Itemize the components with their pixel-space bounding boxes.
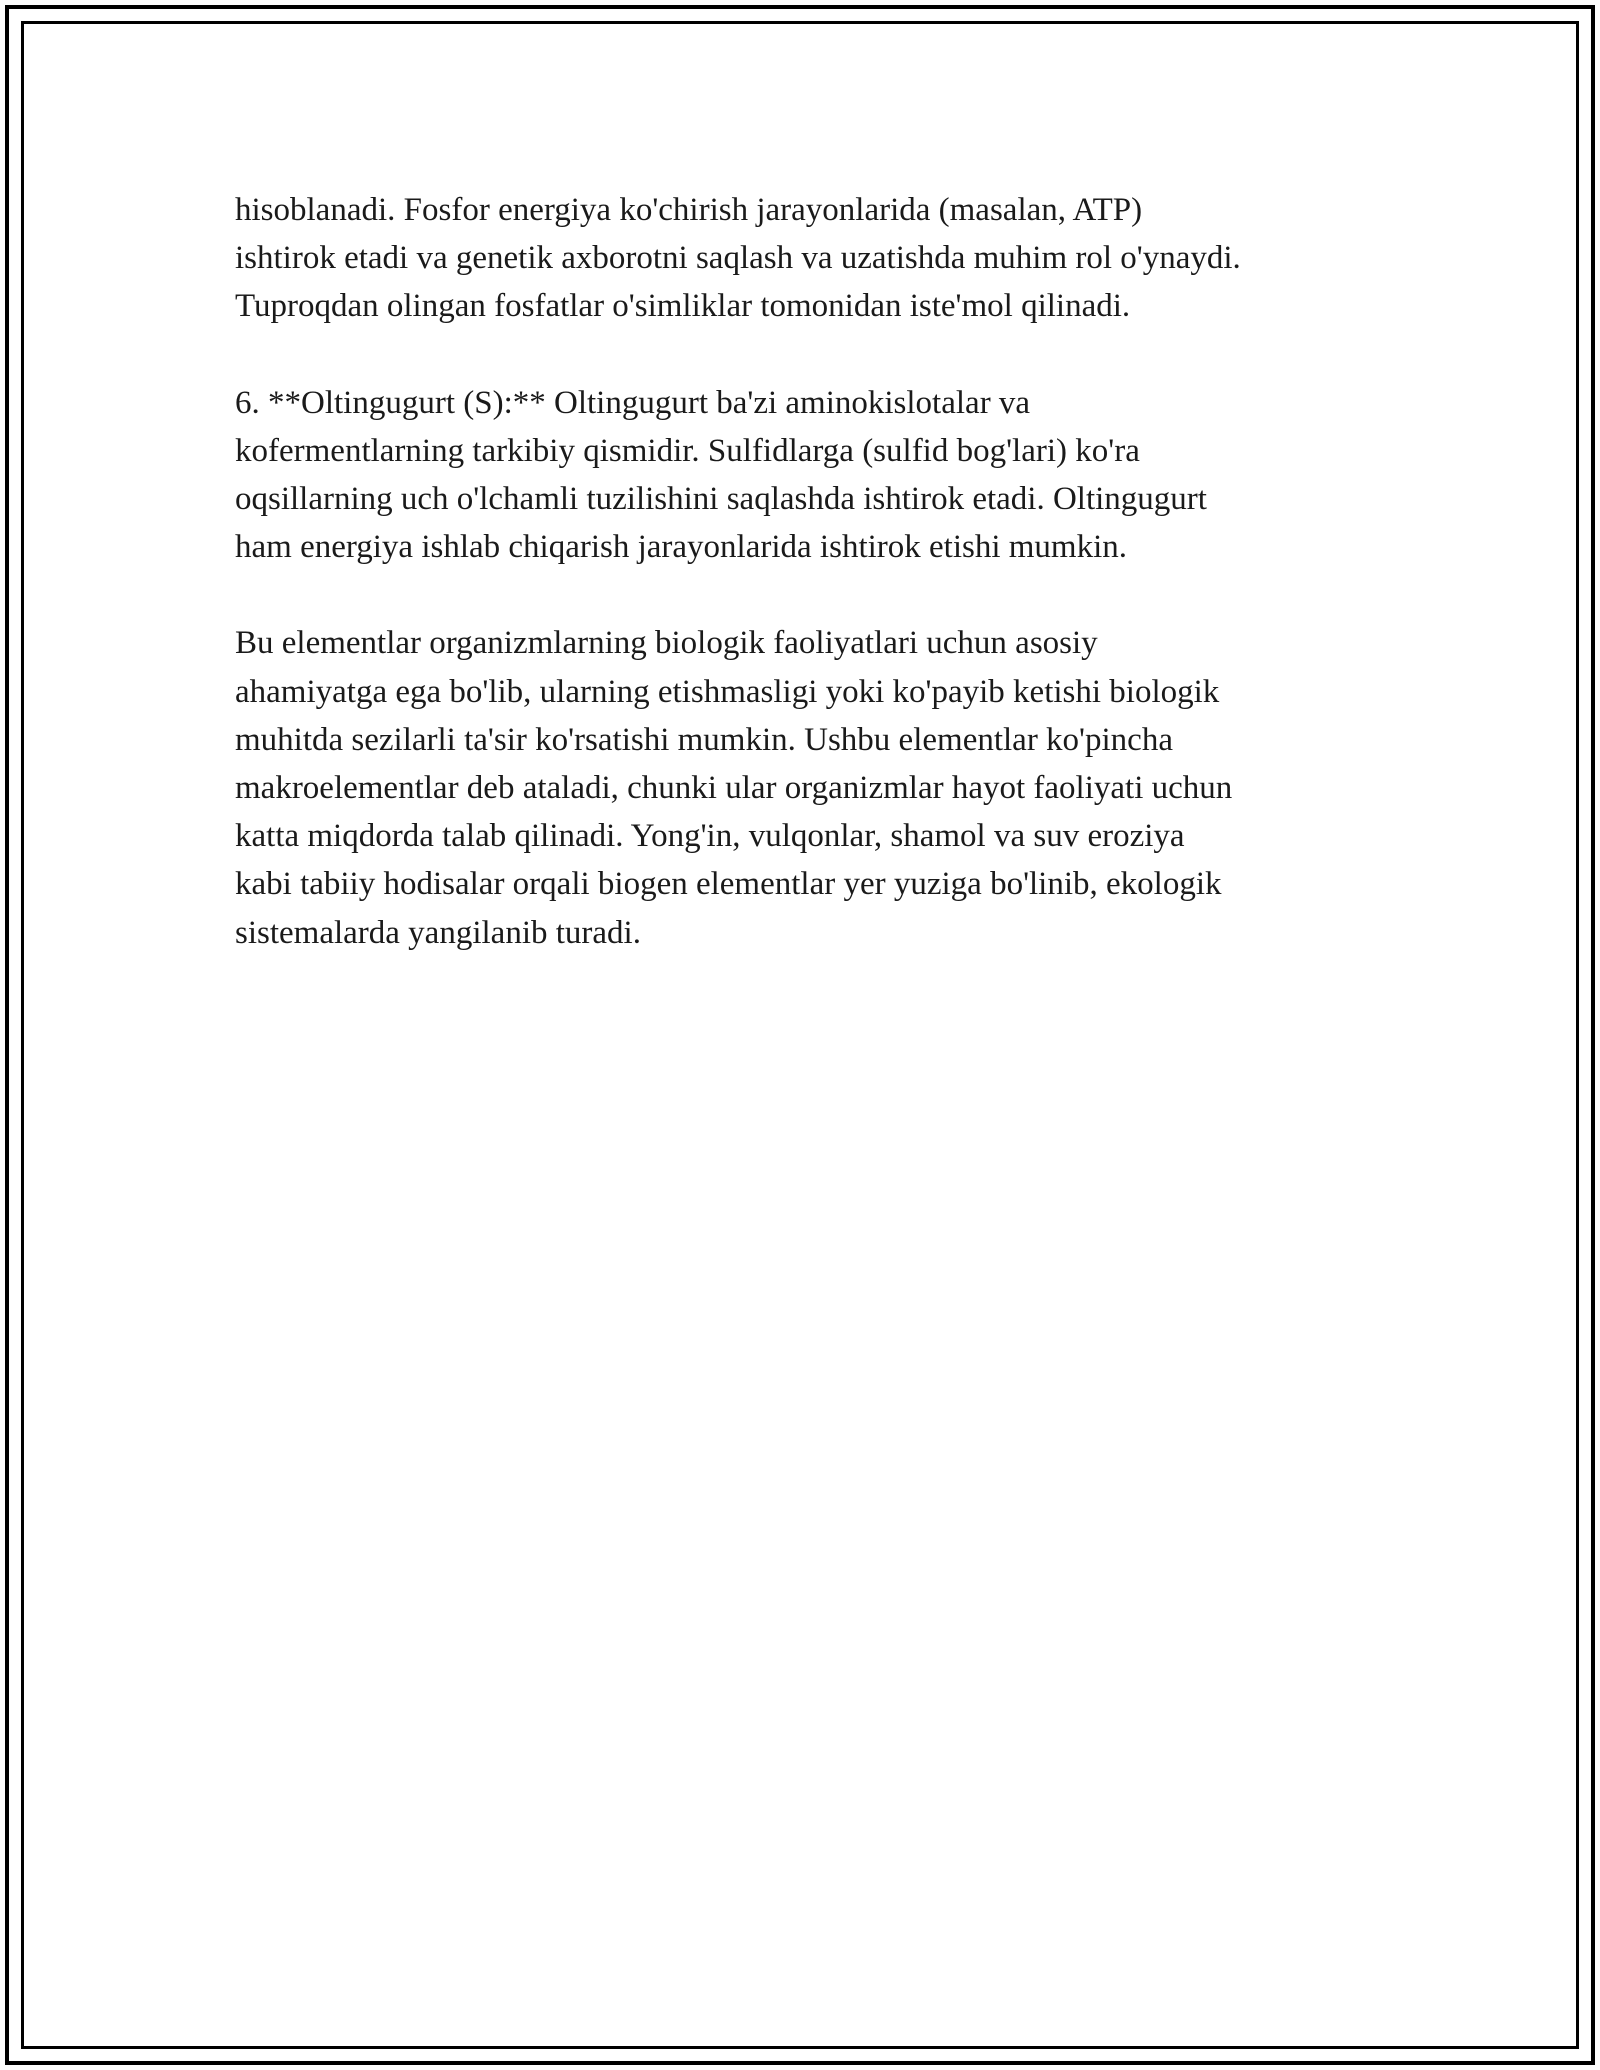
paragraph-phosphorus-continuation bbox=[235, 186, 1375, 331]
text-line: Bu elementlar organizmlarning biologik faoliyatlari uchun asosiy bbox=[235, 625, 1098, 662]
paragraph-summary bbox=[235, 619, 1375, 956]
text-line: makroelementlar deb ataladi, chunki ular organizmlar hayot faoliyati uchun bbox=[235, 770, 1233, 807]
text-line: hisoblanadi. Fosfor energiya ko'chirish jarayonlarida (masalan, ATP) bbox=[235, 192, 1143, 228]
text-line: oqsillarning uch o'lchamli tuzilishini saqlashda ishtirok etadi. Oltingugurt bbox=[235, 481, 1207, 518]
paragraph-sulfur bbox=[235, 379, 1375, 572]
text-line: ahamiyatga ega bo'lib, ularning etishmasligi yoki ko'payib ketishi biologik bbox=[235, 673, 1220, 710]
text-line: 6. **Oltingugurt (S):** Oltingugurt ba'zi aminokislotalar va bbox=[235, 384, 1031, 421]
text-line: kofermentlarning tarkibiy qismidir. Sulfidlarga (sulfid bog'lari) ko'ra bbox=[235, 432, 1140, 469]
text-line: Tuproqdan olingan fosfatlar o'simliklar tomonidan iste'mol qilinadi. bbox=[235, 288, 1131, 325]
document-body bbox=[235, 186, 1375, 1005]
text-line: sistemalarda yangilanib turadi. bbox=[235, 914, 641, 951]
text-line: muhitda sezilarli ta'sir ko'rsatishi mumkin. Ushbu elementlar ko'pincha bbox=[235, 721, 1173, 758]
text-line: katta miqdorda talab qilinadi. Yong'in, vulqonlar, shamol va suv eroziya bbox=[235, 818, 1185, 855]
text-line: ishtirok etadi va genetik axborotni saqlash va uzatishda muhim rol o'ynaydi. bbox=[235, 240, 1241, 277]
text-line: kabi tabiiy hodisalar orqali biogen elementlar yer yuziga bo'linib, ekologik bbox=[235, 866, 1222, 903]
text-line: ham energiya ishlab chiqarish jarayonlarida ishtirok etishi mumkin. bbox=[235, 529, 1128, 566]
